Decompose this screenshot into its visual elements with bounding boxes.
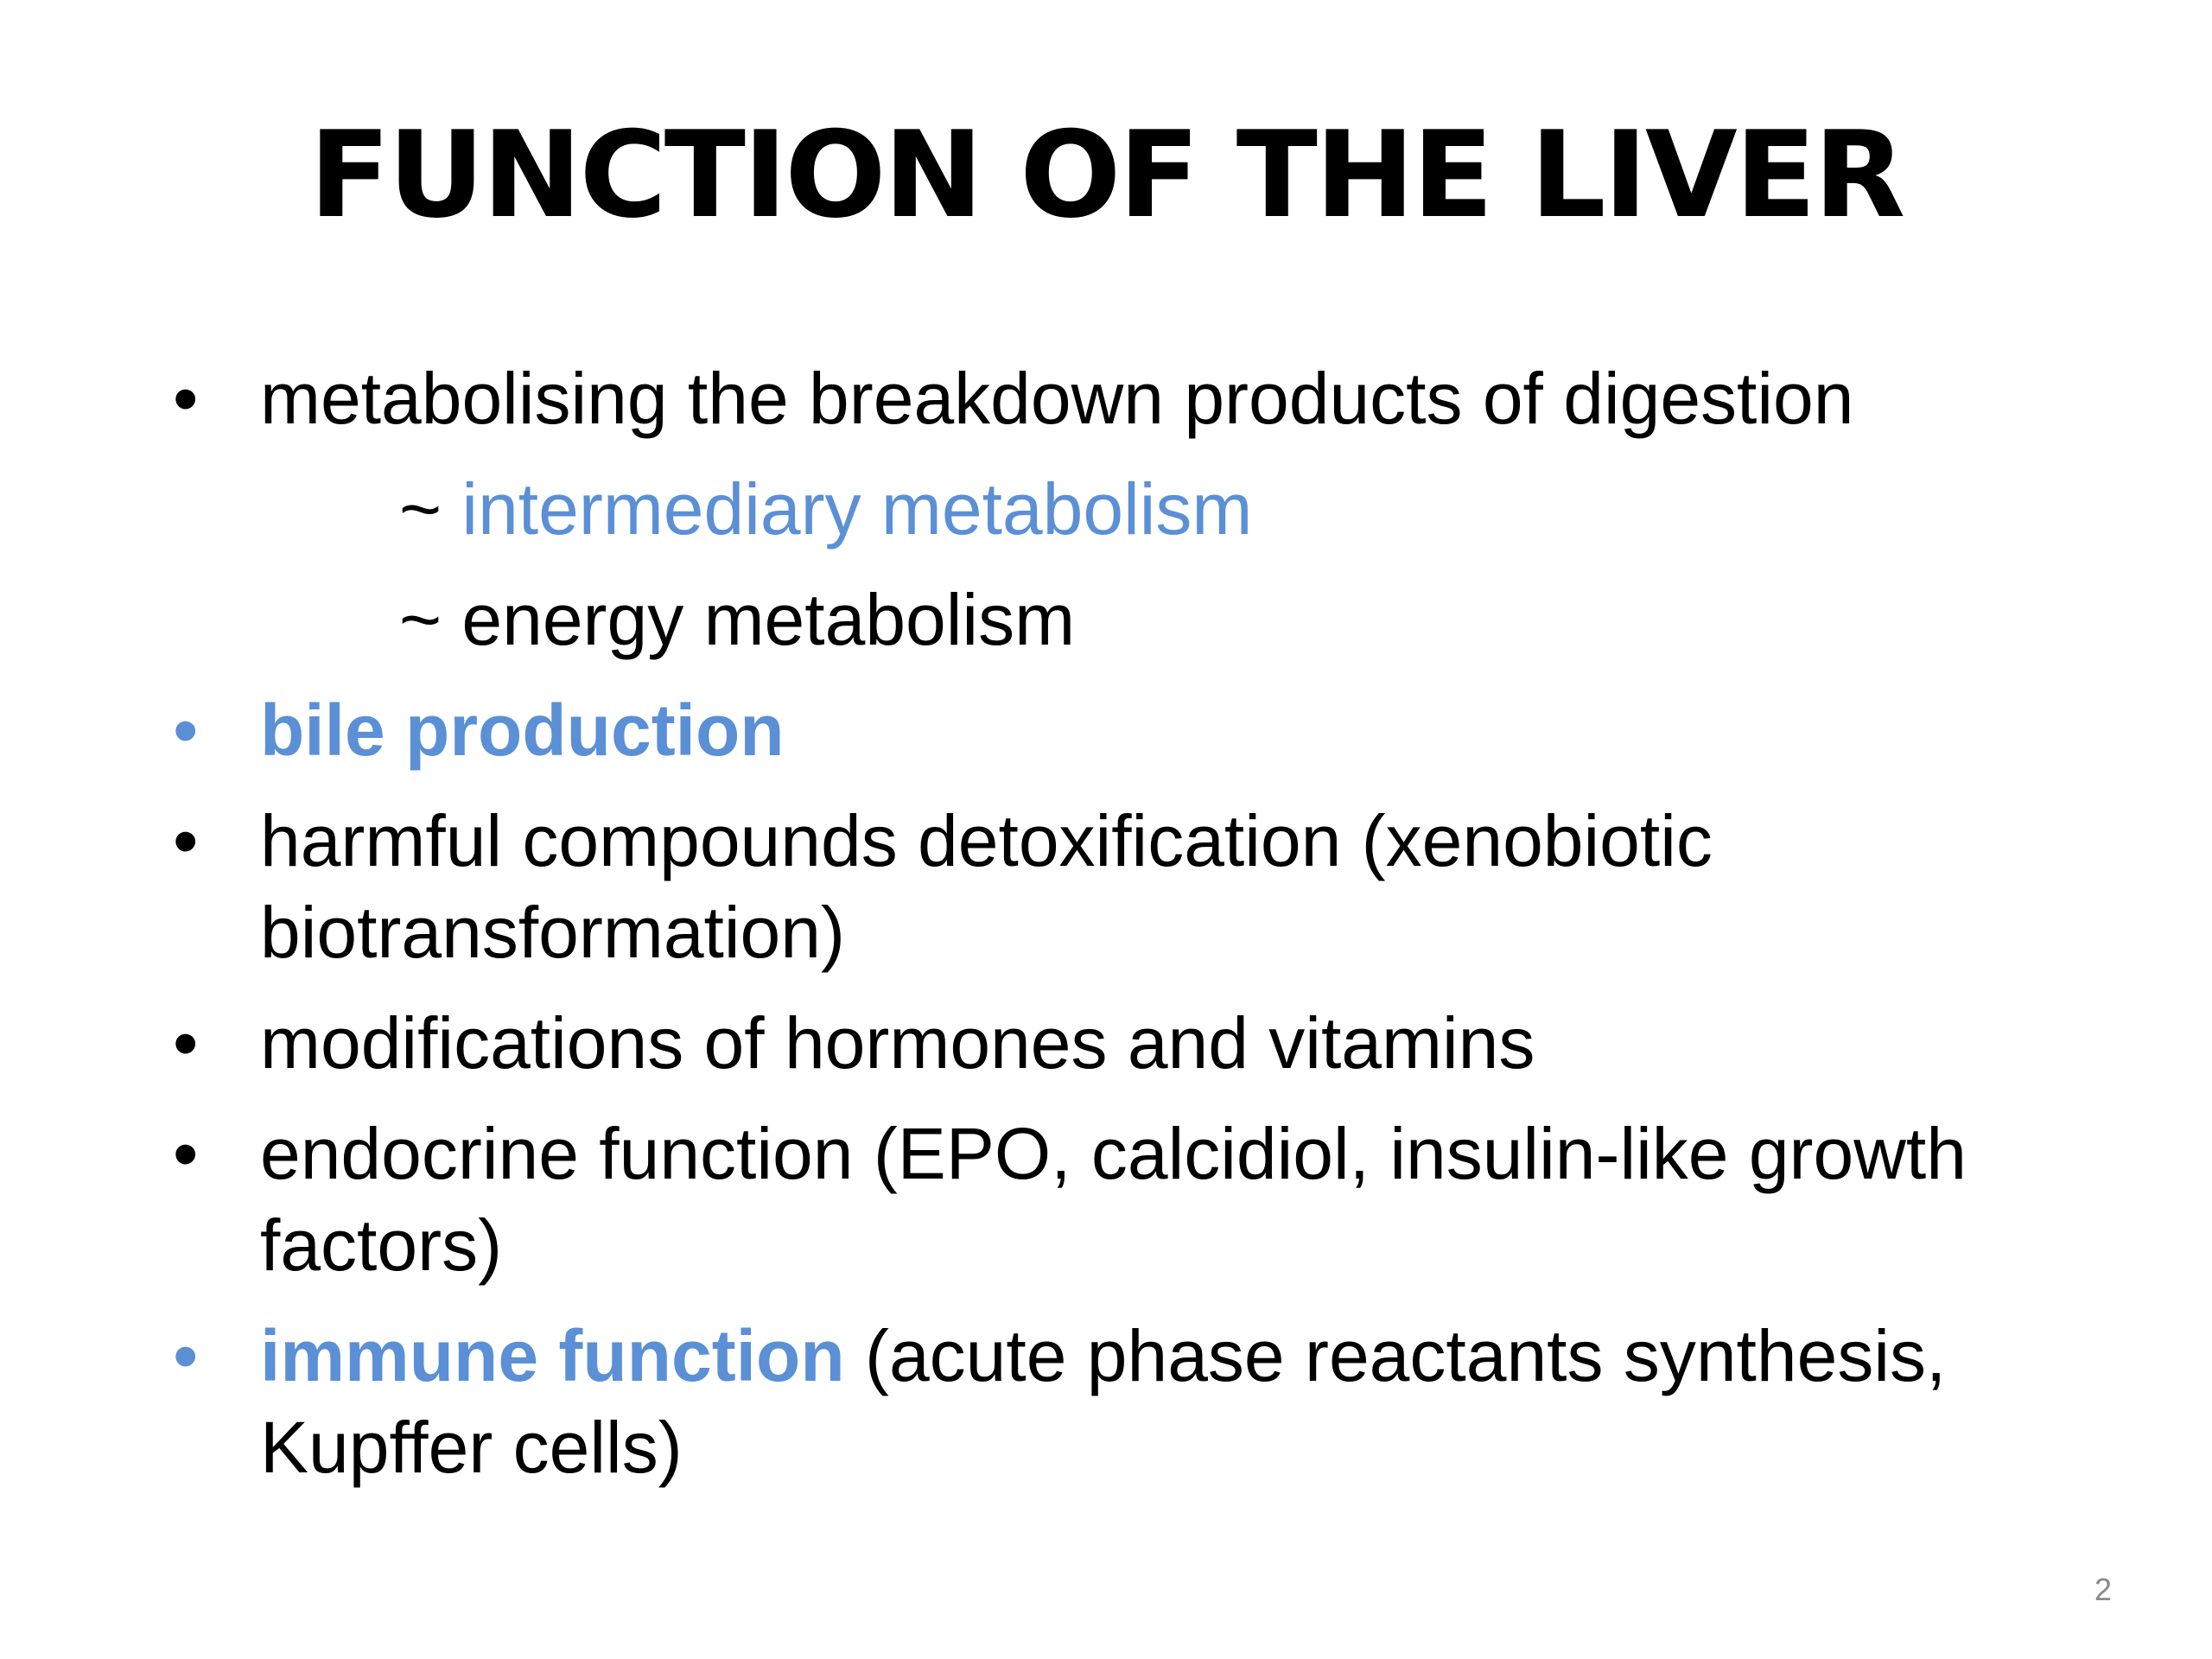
sub-item-text: energy metabolism [461,579,1076,660]
list-item-text: Kupffer cells) [260,1407,683,1488]
bullet-marker: • [173,1113,199,1194]
list-item-text: factors) [260,1205,503,1286]
list-item-text: metabolising the breakdown products of digestion [260,358,1854,439]
tilde-marker: ~ [399,468,462,550]
bullet-marker: • [173,800,199,881]
list-item-line [260,1310,1946,1402]
sub-item-line [399,463,1252,555]
list-item-text: bile production [260,690,785,771]
list-item-text: modifications of hormones and vitamins [260,1002,1535,1084]
bullet-marker: • [173,690,199,771]
list-item-text: endocrine function (EPO, calcidiol, insulin-like growth [260,1113,1967,1194]
list-item-text: (acute phase reactants synthesis, [844,1315,1947,1396]
sub-item-line [399,574,1075,665]
list-item-text: biotransformation) [260,892,845,973]
bullet-marker: • [173,1002,199,1084]
page-number: 2 [2094,1572,2112,1607]
bullet-marker: • [173,358,199,439]
bullet-marker: • [173,1315,199,1396]
slide-title: FUNCTION OF THE LIVER [308,105,1904,245]
list-item-highlight: immune function [260,1315,845,1396]
tilde-marker: ~ [399,579,462,660]
sub-item-text: intermediary metabolism [461,468,1253,550]
list-item-text: harmful compounds detoxification (xenobiotic [260,800,1713,881]
